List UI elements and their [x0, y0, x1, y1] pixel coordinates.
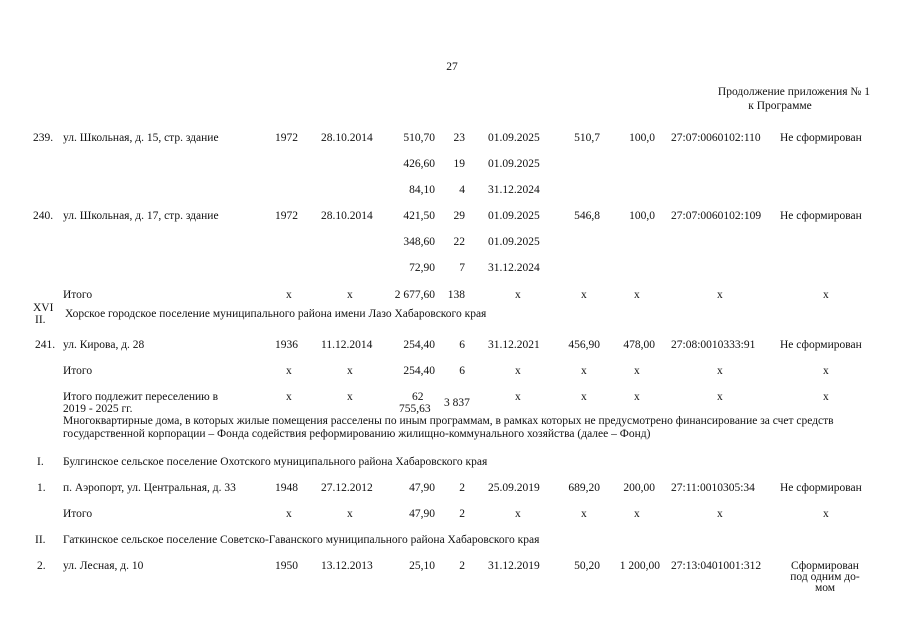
- row-area-3: 100,0: [629, 210, 655, 222]
- continuation-line2: к Программе: [748, 100, 812, 112]
- row-people: 23: [453, 132, 465, 144]
- row-address: ул. Лесная, д. 10: [63, 560, 144, 572]
- row-cadastral: 27:08:0010333:91: [671, 339, 756, 351]
- total-area-3: x: [634, 289, 640, 301]
- section-number-line2: II.: [35, 314, 46, 326]
- row-date: 28.10.2014: [321, 132, 373, 144]
- row-year: 1948: [275, 482, 298, 494]
- row-status: Не сформирован: [780, 482, 862, 494]
- row-area: 348,60: [403, 236, 435, 248]
- total-status: x: [823, 365, 829, 377]
- row-deadline: 31.12.2019: [488, 560, 540, 572]
- section-i-number: I.: [37, 456, 44, 468]
- row-people: 2: [459, 560, 465, 572]
- total-area: 254,40: [403, 365, 435, 377]
- grand-total-cadastral: x: [717, 391, 723, 403]
- total-label: Итого: [63, 365, 93, 377]
- grand-total-year: x: [286, 391, 292, 403]
- row-area-2: 546,8: [574, 210, 600, 222]
- row-people: 6: [459, 339, 465, 351]
- row-date: 27.12.2012: [321, 482, 373, 494]
- continuation-line1: Продолжение приложения № 1: [717, 86, 870, 98]
- total-area-2: x: [581, 365, 587, 377]
- row-deadline: 31.12.2024: [488, 262, 540, 274]
- total-area-3: x: [634, 365, 640, 377]
- row-area-2: 456,90: [568, 339, 600, 351]
- row-people: 19: [453, 158, 465, 170]
- row-number: 240.: [33, 210, 54, 222]
- row-year: 1950: [275, 560, 298, 572]
- row-area-3: 1 200,00: [619, 560, 660, 572]
- total-status: x: [823, 289, 829, 301]
- row-number: 1.: [37, 482, 46, 494]
- section-number-line1: XVI: [33, 302, 54, 314]
- total-area-3: x: [634, 508, 640, 520]
- row-area-2: 689,20: [568, 482, 600, 494]
- row-number: 239.: [33, 132, 54, 144]
- total-area-2: x: [581, 289, 587, 301]
- total-date: x: [347, 508, 353, 520]
- grand-total-date: x: [347, 391, 353, 403]
- row-year: 1936: [275, 339, 298, 351]
- total-people: 2: [459, 508, 465, 520]
- row-people: 4: [459, 184, 465, 196]
- row-area-2: 510,7: [574, 132, 600, 144]
- grand-total-area-line1: 62: [412, 391, 424, 403]
- total-area: 2 677,60: [394, 289, 435, 301]
- total-cadastral: x: [717, 365, 723, 377]
- row-area-2: 50,20: [574, 560, 600, 572]
- total-year: x: [286, 365, 292, 377]
- total-cadastral: x: [717, 289, 723, 301]
- row-people: 2: [459, 482, 465, 494]
- row-cadastral: 27:13:0401001:312: [671, 560, 762, 572]
- section-ii-title: Гаткинское сельское поселение Советско-Гаванского муниципального района Хабаровского края: [63, 534, 540, 546]
- row-status-line1: Сформирован: [791, 560, 859, 572]
- row-deadline: 31.12.2021: [488, 339, 540, 351]
- row-deadline: 31.12.2024: [488, 184, 540, 196]
- section-title: Хорское городское поселение муниципального района имени Лазо Хабаровского края: [65, 308, 487, 320]
- grand-total-area-3: x: [634, 391, 640, 403]
- row-people: 22: [453, 236, 465, 248]
- row-status-line3: мом: [814, 582, 836, 594]
- row-deadline: 01.09.2025: [488, 132, 540, 144]
- row-status-line2: под одним до-: [790, 571, 860, 583]
- row-status: Не сформирован: [780, 210, 862, 222]
- row-deadline: 01.09.2025: [488, 158, 540, 170]
- row-area: 84,10: [409, 184, 435, 196]
- row-area-3: 478,00: [623, 339, 655, 351]
- row-year: 1972: [275, 210, 298, 222]
- section-i-title: Булгинское сельское поселение Охотского муниципального района Хабаровского края: [63, 456, 488, 468]
- total-date: x: [347, 289, 353, 301]
- row-area: 72,90: [409, 262, 435, 274]
- row-area-3: 200,00: [623, 482, 655, 494]
- total-deadline: x: [515, 508, 521, 520]
- row-area: 47,90: [409, 482, 435, 494]
- grand-total-area-2: x: [581, 391, 587, 403]
- page-number: 27: [446, 61, 458, 73]
- row-cadastral: 27:11:0010305:34: [671, 482, 755, 494]
- row-address: ул. Кирова, д. 28: [63, 339, 145, 351]
- row-address: ул. Школьная, д. 15, стр. здание: [63, 132, 219, 144]
- total-address: Итого: [63, 289, 93, 301]
- row-area: 25,10: [409, 560, 435, 572]
- row-cadastral: 27:07:0060102:110: [671, 132, 761, 144]
- row-area: 510,70: [403, 132, 435, 144]
- total-year: x: [286, 289, 292, 301]
- row-deadline: 01.09.2025: [488, 236, 540, 248]
- note-paragraph: Многоквартирные дома, в которых жилые помещения расселены по иным программам, в рамках которых не предусмотрено финансирование за счет средств государственной корпорации – Фонда содействия реформированию жилищно-коммунального хозяйства (далее – Фонд): [63, 415, 834, 440]
- total-deadline: x: [515, 365, 521, 377]
- grand-total-area-line2: 755,63: [399, 403, 431, 415]
- row-status: Не сформирован: [780, 132, 862, 144]
- total-label: Итого: [63, 508, 93, 520]
- row-number: 241.: [35, 339, 56, 351]
- total-date: x: [347, 365, 353, 377]
- row-area: 426,60: [403, 158, 435, 170]
- row-area: 421,50: [403, 210, 435, 222]
- grand-total-deadline: x: [515, 391, 521, 403]
- total-status: x: [823, 508, 829, 520]
- total-area-2: x: [581, 508, 587, 520]
- total-deadline: x: [515, 289, 521, 301]
- grand-total-label-line1: Итого подлежит переселению в: [63, 391, 219, 403]
- grand-total-status: x: [823, 391, 829, 403]
- row-cadastral: 27:07:0060102:109: [671, 210, 762, 222]
- row-people: 29: [453, 210, 465, 222]
- row-deadline: 01.09.2025: [488, 210, 540, 222]
- total-year: x: [286, 508, 292, 520]
- total-people: 138: [447, 289, 465, 301]
- total-people: 6: [459, 365, 465, 377]
- total-cadastral: x: [717, 508, 723, 520]
- grand-total-people: 3 837: [444, 397, 470, 409]
- total-area: 47,90: [409, 508, 435, 520]
- row-number: 2.: [37, 560, 46, 572]
- row-year: 1972: [275, 132, 298, 144]
- row-address: ул. Школьная, д. 17, стр. здание: [63, 210, 219, 222]
- row-status: Не сформирован: [780, 339, 862, 351]
- row-date: 28.10.2014: [321, 210, 373, 222]
- row-people: 7: [459, 262, 465, 274]
- row-area-3: 100,0: [629, 132, 655, 144]
- row-date: 11.12.2014: [321, 339, 373, 351]
- row-date: 13.12.2013: [321, 560, 373, 572]
- row-address: п. Аэропорт, ул. Центральная, д. 33: [63, 482, 236, 494]
- section-ii-number: II.: [35, 534, 46, 546]
- row-deadline: 25.09.2019: [488, 482, 540, 494]
- row-area: 254,40: [403, 339, 435, 351]
- grand-total-label-line2: 2019 - 2025 гг.: [63, 403, 133, 415]
